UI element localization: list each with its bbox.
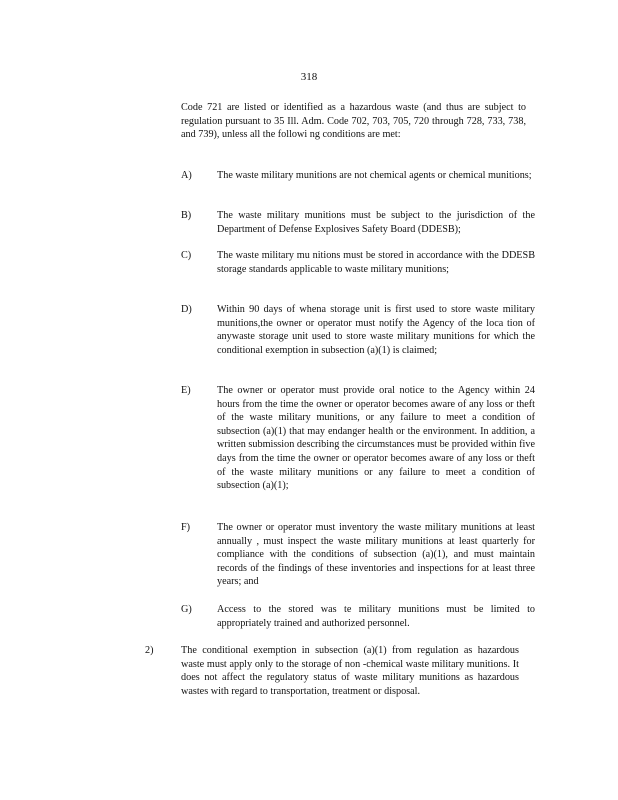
condition-label: A)	[181, 170, 192, 181]
condition-text: The waste military munitions must be subject to the jurisdiction of the Department of Defense Explosives Safety Board (DDESB);	[217, 210, 535, 235]
condition-text: Within 90 days of whena storage unit is first used to store waste military munitions,the owner or operator must notify the Agency of the loca tion of anywaste storage unit used to store waste military munitions for which the conditional exemption in subsection (a)(1) is claimed;	[217, 304, 535, 356]
condition-label: G)	[181, 604, 192, 615]
subsection-text: The conditional exemption in subsection (a)(1) from regulation as hazardous waste must apply only to the storage of non -chemical waste military munitions. It does not affect the regulatory status of waste military munitions as hazardous wastes with regard to transportation, treatment or disposal.	[181, 645, 519, 697]
condition-label: E)	[181, 385, 191, 396]
condition-label: C)	[181, 250, 192, 261]
condition-label: F)	[181, 522, 191, 533]
subsection-label: 2)	[145, 645, 154, 656]
condition-label: B)	[181, 210, 192, 221]
condition-text: Access to the stored was te military munitions must be limited to appropriately trained and authorized personnel.	[217, 604, 535, 629]
intro-paragraph: Code 721 are listed or identified as a hazardous waste (and thus are subject to regulation pursuant to 35 Ill. Adm. Code 702, 703, 705, 720 through 728, 733, 738, and 739), unless all the followi ng conditions are met:	[181, 102, 526, 141]
condition-text: The waste military mu nitions must be stored in accordance with the DDESB storage standards applicable to waste military munitions;	[217, 250, 535, 275]
condition-label: D)	[181, 304, 192, 315]
condition-text: The owner or operator must provide oral notice to the Agency within 24 hours from the time the owner or operator becomes aware of any loss or theft of the waste military munitions, or any failure to meet a condition of subsection (a)(1) that may endanger health or the environment. In addition, a written submission describing the circumstances must be provided within five days from the time the owner or operator becomes aware of any loss or theft of the waste military munitions or any failure to meet a condition of subsection (a)(1);	[217, 385, 535, 492]
page-number: 318	[300, 71, 318, 83]
condition-text: The owner or operator must inventory the waste military munitions at least annually , must inspect the waste military munitions at least quarterly for compliance with the conditions of subsection (a)(1), and must maintain records of the findings of these inventories and inspections for at least three years; and	[217, 522, 535, 588]
condition-text: The waste military munitions are not chemical agents or chemical munitions;	[217, 170, 532, 181]
